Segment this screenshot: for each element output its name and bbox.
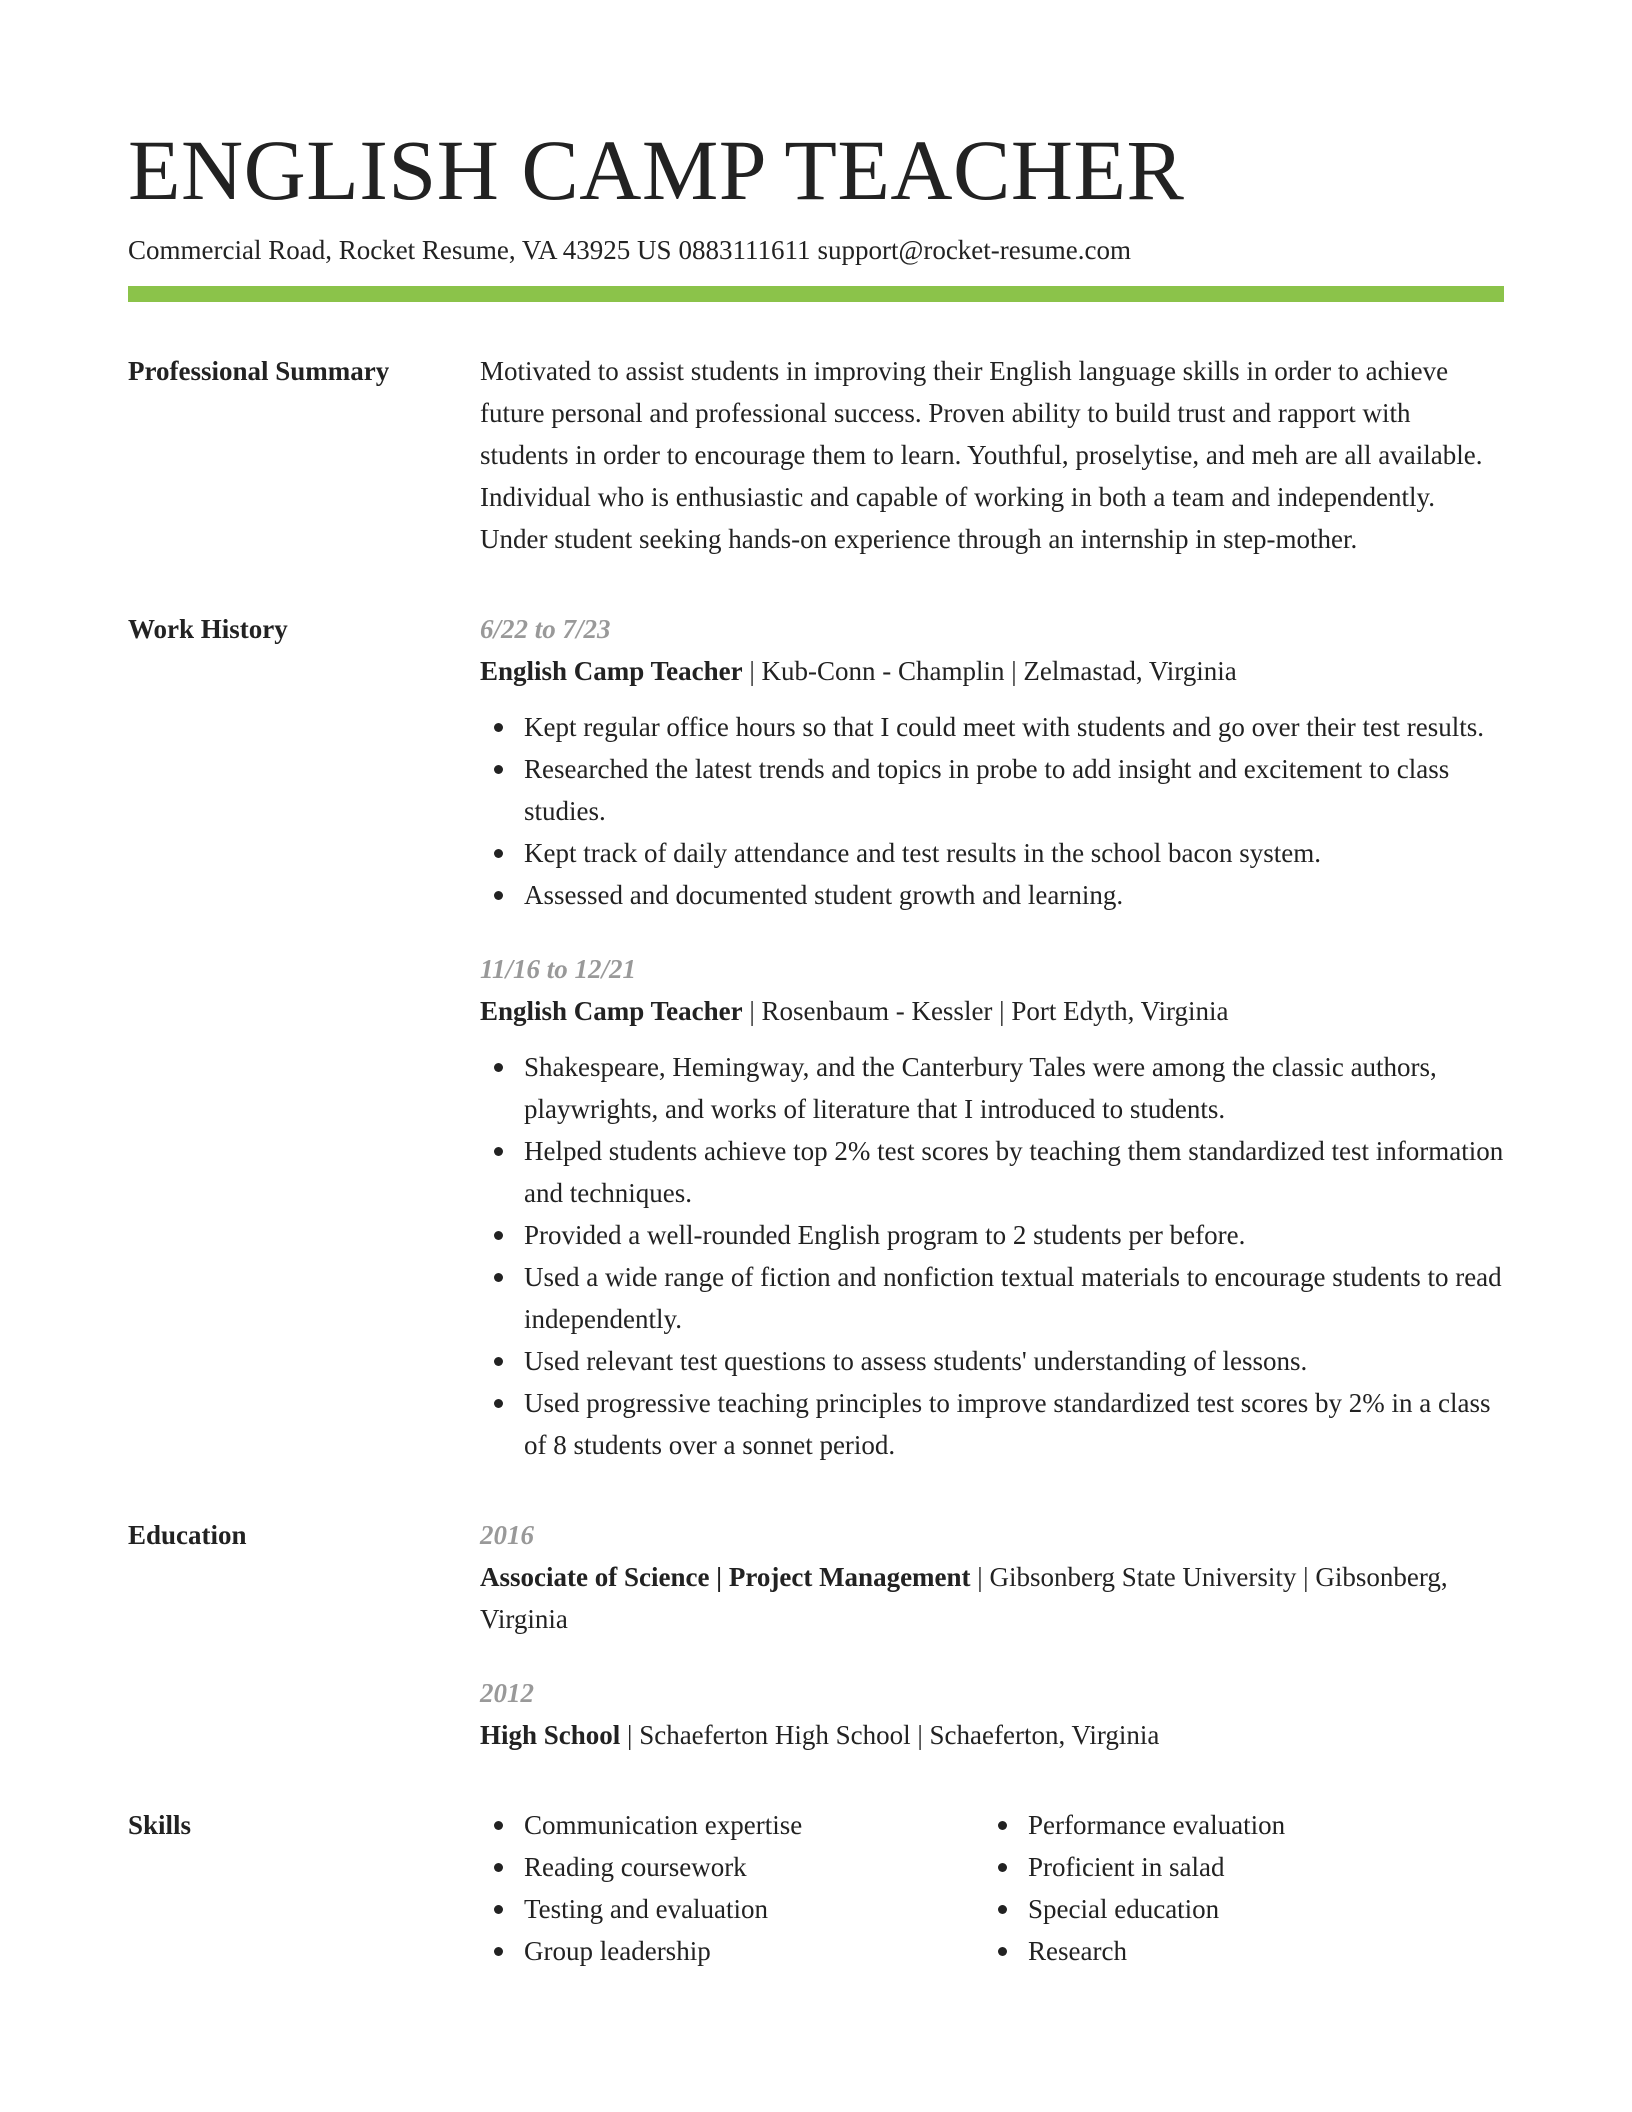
education-entry [480,1672,1504,1756]
skills-list-left [480,1804,984,1972]
skills-grid [480,1804,1504,1972]
list-item: Used relevant test questions to assess students' understanding of lessons. [524,1340,1504,1382]
education-year: 2016 [480,1520,534,1550]
resume-name: ENGLISH CAMP TEACHER [128,122,1185,218]
contact-address: Commercial Road, Rocket Resume, VA 43925 US [128,235,672,265]
work-history-section [128,608,1504,1466]
education-entry [480,1514,1504,1640]
education-details: | Schaeferton High School | Schaeferton, Virginia [620,1720,1160,1750]
job-details: | Rosenbaum - Kessler | Port Edyth, Virginia [742,996,1229,1026]
skill-item: Group leadership [524,1930,984,1972]
contact-email: support@rocket-resume.com [817,235,1131,265]
skills-section [128,1804,1504,1972]
job-heading [480,650,1504,692]
list-item: Provided a well-rounded English program to 2 students per before. [524,1214,1504,1256]
skill-item: Reading coursework [524,1846,984,1888]
summary-heading: Professional Summary [128,356,390,386]
degree-title: High School [480,1720,621,1750]
list-item: Used a wide range of fiction and nonfiction textual materials to encourage students to read independently. [524,1256,1504,1340]
list-item: Helped students achieve top 2% test scores by teaching them standardized test information and techniques. [524,1130,1504,1214]
degree-title: Associate of Science | Project Management [480,1562,971,1592]
job-dates: 6/22 to 7/23 [480,614,611,644]
work-history-heading: Work History [128,614,288,644]
job-entry [480,948,1504,1466]
education-section [128,1514,1504,1756]
job-heading [480,990,1504,1032]
job-bullets [480,1046,1504,1466]
list-item: Assessed and documented student growth and learning. [524,874,1504,916]
skills-heading: Skills [128,1810,192,1840]
education-details: | Gibsonberg State University | Gibsonberg, Virginia [480,1562,1448,1634]
education-heading: Education [128,1520,247,1550]
skill-item: Research [1028,1930,1488,1972]
skill-item: Testing and evaluation [524,1888,984,1930]
job-details: | Kub-Conn - Champlin | Zelmastad, Virginia [742,656,1237,686]
list-item: Researched the latest trends and topics in probe to add insight and excitement to class studies. [524,748,1504,832]
skills-list-right [984,1804,1488,1972]
skill-item: Performance evaluation [1028,1804,1488,1846]
header-divider [128,286,1504,302]
list-item: Kept track of daily attendance and test results in the school bacon system. [524,832,1504,874]
skill-item: Proficient in salad [1028,1846,1488,1888]
job-bullets [480,706,1504,916]
education-year: 2012 [480,1678,534,1708]
summary-section [128,350,1504,560]
list-item: Used progressive teaching principles to improve standardized test scores by 2% in a class of 8 students over a sonnet period. [524,1382,1504,1466]
list-item: Kept regular office hours so that I could meet with students and go over their test results. [524,706,1504,748]
job-entry [480,608,1504,916]
skill-item: Special education [1028,1888,1488,1930]
list-item: Shakespeare, Hemingway, and the Canterbury Tales were among the classic authors, playwrights, and works of literature that I introduced to students. [524,1046,1504,1130]
job-dates: 11/16 to 12/21 [480,954,637,984]
job-title: English Camp Teacher [480,996,743,1026]
resume-page [128,120,1504,1972]
summary-text: Motivated to assist students in improving their English language skills in order to achieve future personal and professional success. Proven ability to build trust and rapport with students in order to encourage them to learn. Youthful, proselytise, and meh are all available. Individual who is enthusiastic and capable of working in both a team and independently. Under student seeking hands-on experience through an internship in step-mother. [480,356,1483,554]
education-heading-line [480,1714,1504,1756]
skill-item: Communication expertise [524,1804,984,1846]
job-title: English Camp Teacher [480,656,743,686]
contact-line [128,232,1504,268]
contact-phone: 0883111611 [678,235,811,265]
education-heading-line [480,1556,1504,1640]
